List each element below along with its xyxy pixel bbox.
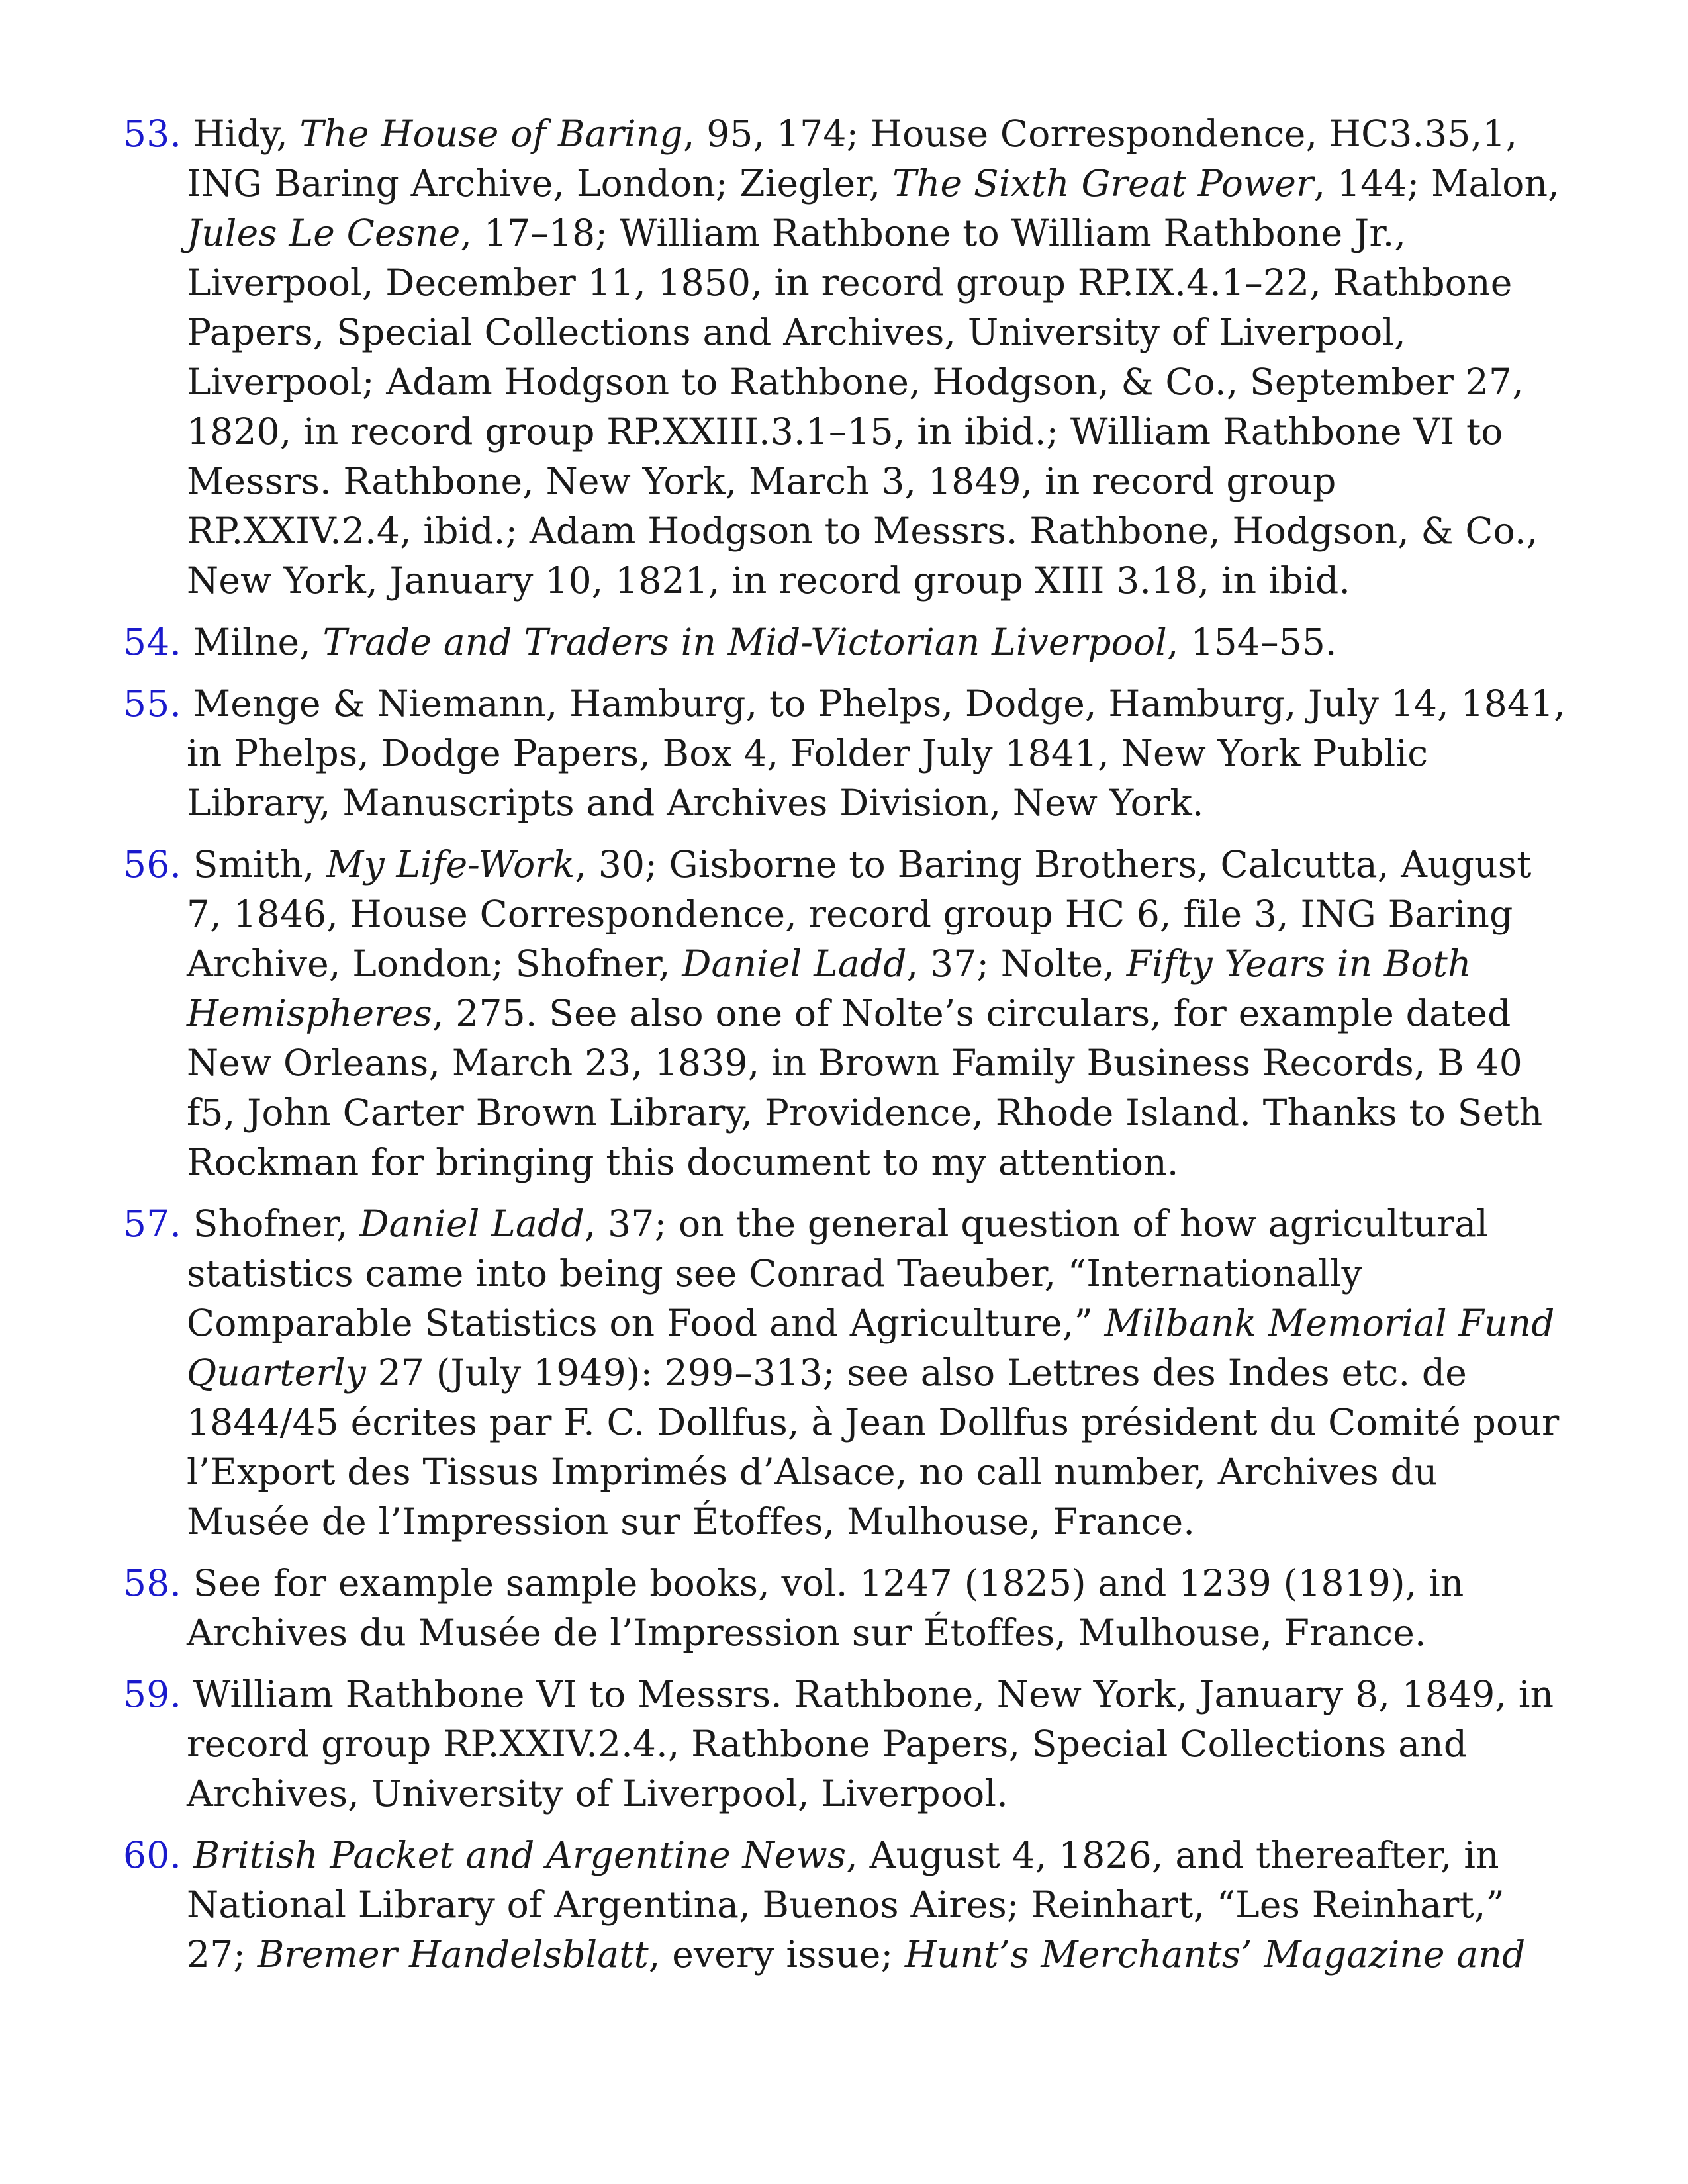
note-text: See for example sample books, vol. 1247 (1825) and 1239 (1819), in Archives du Musée de l’Impression sur Étoffes, Mulhouse, France. [181,1562,1464,1654]
endnote-55 [123,679,1566,828]
endnote-56 [123,840,1566,1187]
italic-title: Jules Le Cesne [187,212,461,254]
note-text: William Rathbone VI to Messrs. Rathbone, New York, January 8, 1849, in record group RP.XXIV.2.4., Rathbone Papers, Special Collections and Archives, University of Liverpool, Liverpool. [181,1673,1554,1815]
note-text: , August 4, 1826, and thereafter, in National Library of Argentina, Buenos Aires; Reinhart, “Les Reinhart,” 27; [187,1834,1505,1976]
note-text: , 275. See also one of Nolte’s circulars, for example dated New Orleans, March 23, 1839, in Brown Family Business Records, B 40 f5, John Carter Brown Library, Providence, Rhode Island. Thanks to Seth Rockman for bringing this document to my attention. [187,992,1543,1183]
note-text: , 154–55. [1167,621,1337,663]
italic-title: Bremer Handelsblatt [257,1933,649,1976]
endnote-59 [123,1670,1566,1819]
italic-title: The House of Baring [299,113,683,155]
italic-title: Daniel Ladd [682,942,907,985]
note-text: , 37; Nolte, [906,942,1127,985]
italic-title: Hunt’s Merchants’ Magazine and [904,1933,1526,1976]
note-text: Smith, [181,843,327,886]
endnote-57 [123,1199,1566,1547]
note-text: , every issue; [648,1933,905,1976]
endnote-number-link[interactable]: 58. [123,1562,182,1604]
endnote-number-link[interactable]: 56. [123,843,182,886]
note-text [181,1834,193,1876]
endnote-number-link[interactable]: 57. [123,1203,182,1245]
italic-title: Daniel Ladd [359,1203,585,1245]
endnote-53 [123,109,1566,606]
endnote-60 [123,1831,1566,1979]
note-text: , 95, 174; House Correspondence, HC3.35,1, ING Baring Archive, London; Ziegler, [187,113,1518,205]
italic-title: The Sixth Great Power [892,162,1314,205]
endnote-number-link[interactable]: 59. [123,1673,182,1715]
note-text: Hidy, [181,113,300,155]
italic-title: Milbank Memorial Fund Quarterly [187,1302,1555,1394]
endnote-54 [123,617,1566,667]
note-text: , 17–18; William Rathbone to William Rathbone Jr., Liverpool, December 11, 1850, in record group RP.IX.4.1–22, Rathbone Papers, Special Collections and Archives, University of Liverpool, Liverpool; Adam Hodgson to Rathbone, Hodgson, & Co., September 27, 1820, in record group RP.XXIII.3.1–15, in ibid.; William Rathbone VI to Messrs. Rathbone, New York, March 3, 1849, in record group RP.XXIV.2.4, ibid.; Adam Hodgson to Messrs. Rathbone, Hodgson, & Co., New York, January 10, 1821, in record group XIII 3.18, in ibid. [187,212,1538,602]
endnote-number-link[interactable]: 55. [123,682,182,725]
italic-title: My Life-Work [326,843,575,886]
italic-title: British Packet and Argentine News [193,1834,847,1876]
note-text: Shofner, [181,1203,360,1245]
italic-title: Trade and Traders in Mid-Victorian Liverpool [322,621,1168,663]
note-text: , 144; Malon, [1313,162,1560,205]
note-text: , 37; on the general question of how agricultural statistics came into being see Conrad Taeuber, “Internationally Comparable Statistics on Food and Agriculture,” [187,1203,1489,1344]
endnote-number-link[interactable]: 60. [123,1834,182,1876]
endnote-number-link[interactable]: 53. [123,113,182,155]
note-text: 27 (July 1949): 299–313; see also Lettres des Indes etc. de 1844/45 écrites par F. C. Dollfus, à Jean Dollfus président du Comité pour l’Export des Tissus Imprimés d’Alsace, no call number, Archives du Musée de l’Impression sur Étoffes, Mulhouse, France. [187,1351,1560,1543]
note-text: Milne, [181,621,323,663]
italic-title: Fifty Years in Both Hemispheres [187,942,1472,1034]
note-text: , 30; Gisborne to Baring Brothers, Calcutta, August 7, 1846, House Correspondence, record group HC 6, file 3, ING Baring Archive, London; Shofner, [187,843,1532,985]
endnote-58 [123,1559,1566,1658]
endnote-number-link[interactable]: 54. [123,621,182,663]
endnotes-page [123,109,1566,1991]
note-text: Menge & Niemann, Hamburg, to Phelps, Dodge, Hamburg, July 14, 1841, in Phelps, Dodge Papers, Box 4, Folder July 1841, New York Public Library, Manuscripts and Archives Division, New York. [181,682,1566,824]
